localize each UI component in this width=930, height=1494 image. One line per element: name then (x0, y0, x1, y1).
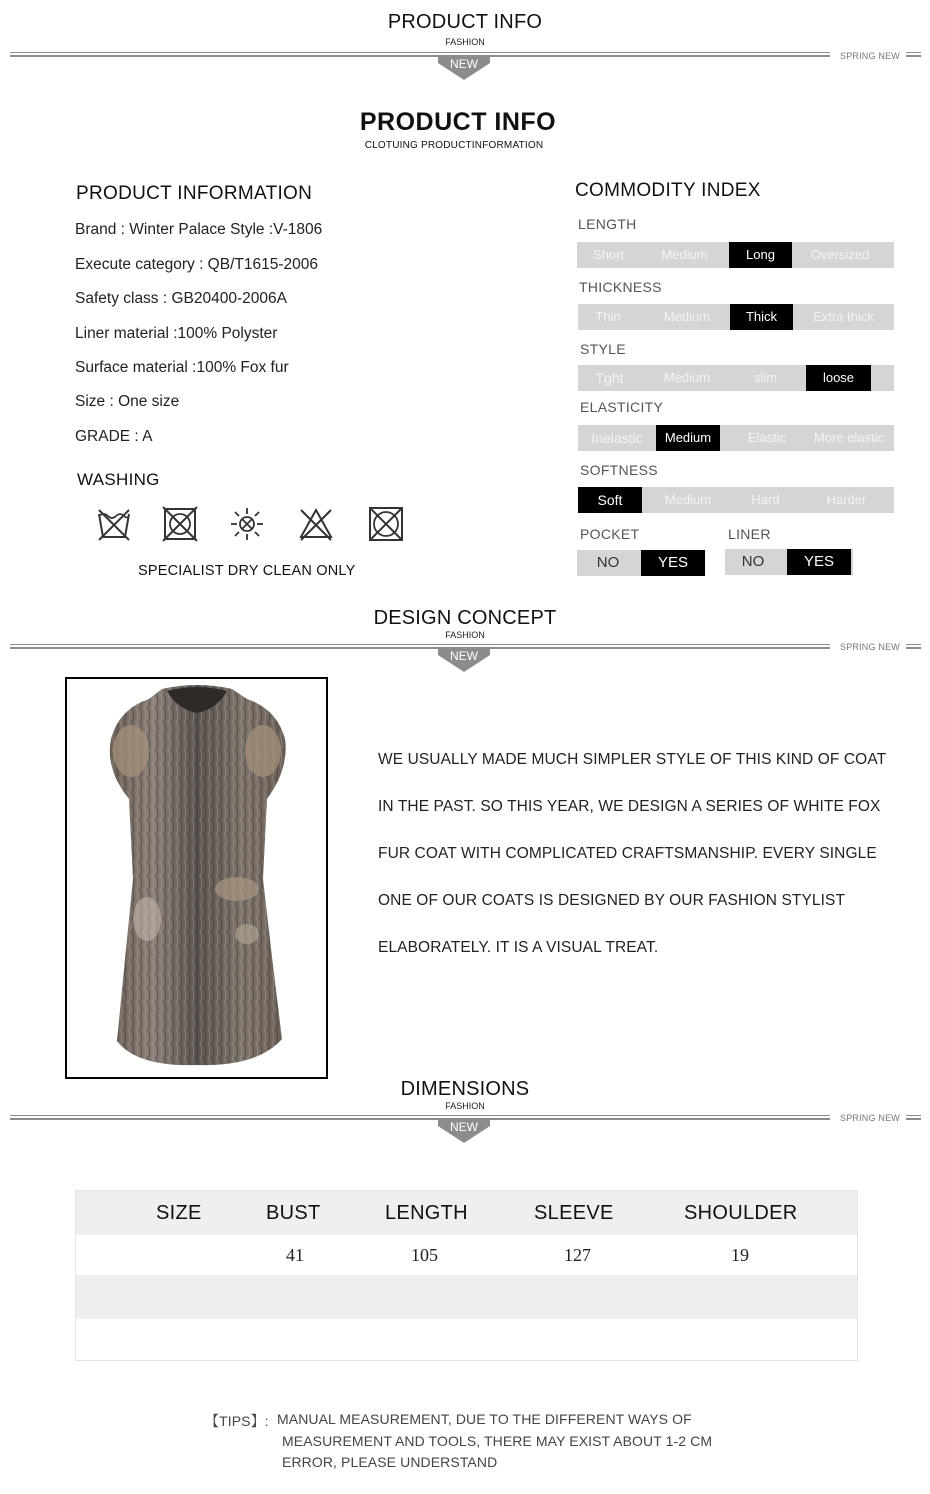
table-row-empty (76, 1275, 857, 1319)
scale-label-thickness: THICKNESS (579, 279, 662, 295)
scale-option: Oversized (810, 247, 870, 262)
scale-option: Tght (595, 370, 624, 386)
section-divider-end (906, 1115, 921, 1120)
scale-thickness (578, 304, 894, 330)
scale-option: slim (753, 370, 778, 385)
scale-length (577, 242, 894, 268)
scale-softness (578, 487, 894, 513)
new-badge-label: NEW (450, 57, 478, 71)
column-header-length: LENGTH (385, 1202, 468, 1224)
scale-option: Medium (664, 492, 712, 507)
product-info-row: Surface material :100% Fox fur (75, 359, 289, 376)
scale-option-selected: Medium (656, 425, 720, 451)
product-info-row: Size : One size (75, 393, 180, 410)
section-title: PRODUCT INFO (387, 11, 543, 33)
product-info-title: PRODUCT INFO (359, 108, 557, 136)
scale-option: Harder (826, 492, 867, 507)
scale-option: Medium (661, 247, 708, 262)
section-title: DESIGN CONCEPT (373, 607, 557, 629)
section-divider (10, 52, 830, 57)
scale-option: Extra thick (813, 309, 874, 324)
scale-option: Hard (751, 492, 780, 507)
table-header-row (76, 1191, 857, 1235)
section-header-design-concept (0, 596, 930, 676)
scale-option: Thin (595, 309, 621, 324)
section-header-product-info (0, 0, 930, 80)
scale-option-selected: Thick (730, 304, 793, 330)
scale-option: Medium (663, 309, 711, 324)
washing-heading: WASHING (77, 470, 160, 489)
table-cell-shoulder: 19 (731, 1245, 749, 1265)
section-subtitle: FASHION (445, 630, 485, 640)
scale-option-selected: YES (641, 550, 705, 576)
scale-label-liner: LINER (728, 526, 771, 542)
scale-option-selected: Long (729, 242, 792, 268)
do-not-dry-in-sun-icon (229, 506, 265, 542)
product-info-row: Brand : Winter Palace Style :V-1806 (75, 221, 323, 238)
tips-line: ERROR, PLEASE UNDERSTAND (282, 1454, 498, 1470)
scale-option: Medium (663, 370, 711, 385)
scale-style (578, 365, 894, 391)
commodity-index-heading: COMMODITY INDEX (575, 180, 761, 201)
column-header-sleeve: SLEEVE (534, 1202, 614, 1224)
scale-option-selected: YES (787, 549, 851, 575)
product-information-heading: PRODUCT INFORMATION (76, 183, 313, 204)
spring-new-label: SPRING NEW (840, 642, 901, 652)
do-not-tumble-dry-icon (162, 506, 198, 542)
table-row (76, 1235, 857, 1275)
section-divider (10, 644, 830, 649)
tips-line: MANUAL MEASUREMENT, DUE TO THE DIFFERENT WAYS OF (277, 1411, 692, 1427)
scale-liner (725, 549, 853, 575)
column-header-size: SIZE (156, 1202, 202, 1224)
product-info-row: Execute category : QB/T1615-2006 (75, 256, 318, 273)
design-concept-line: FUR COAT WITH COMPLICATED CRAFTSMANSHIP. EVERY SINGLE (378, 845, 877, 862)
tips-label: 【TIPS】: (205, 1413, 269, 1429)
section-header-dimensions (0, 1067, 930, 1147)
design-concept-line: IN THE PAST. SO THIS YEAR, WE DESIGN A SERIES OF WHITE FOX (378, 798, 881, 815)
design-concept-line: ELABORATELY. IT IS A VISUAL TREAT. (378, 939, 659, 956)
tips-line: MEASUREMENT AND TOOLS, THERE MAY EXIST ABOUT 1-2 CM (282, 1433, 713, 1449)
scale-label-length: LENGTH (578, 216, 637, 232)
new-badge (438, 647, 490, 673)
section-divider (10, 1115, 830, 1120)
new-badge (438, 1118, 490, 1144)
table-cell-sleeve: 127 (564, 1245, 591, 1265)
table-row-empty (76, 1319, 857, 1360)
section-title: DIMENSIONS (400, 1078, 530, 1100)
spring-new-label: SPRING NEW (840, 1113, 901, 1123)
spring-new-label: SPRING NEW (840, 51, 901, 61)
scale-option: NO (596, 554, 620, 571)
scale-option-selected: loose (806, 365, 871, 391)
product-info-row: Safety class : GB20400-2006A (75, 290, 287, 307)
column-header-shoulder: SHOULDER (684, 1202, 798, 1224)
scale-label-style: STYLE (580, 341, 626, 357)
scale-label-elasticity: ELASTICITY (580, 399, 664, 415)
design-concept-line: WE USUALLY MADE MUCH SIMPLER STYLE OF THIS KIND OF COAT (378, 751, 887, 768)
washing-note: SPECIALIST DRY CLEAN ONLY (138, 563, 356, 579)
do-not-wash-icon (96, 506, 132, 542)
section-subtitle: FASHION (445, 37, 485, 47)
scale-pocket (577, 550, 705, 576)
fur-vest-image (67, 679, 326, 1077)
design-concept-line: ONE OF OUR COATS IS DESIGNED BY OUR FASHION STYLIST (378, 892, 846, 909)
product-info-row: Liner material :100% Polyster (75, 325, 278, 342)
dimensions-table (75, 1190, 858, 1361)
table-cell-length: 105 (411, 1245, 438, 1265)
product-photo (65, 677, 328, 1079)
new-badge (438, 55, 490, 81)
scale-label-pocket: POCKET (580, 526, 640, 542)
do-not-bleach-icon (298, 506, 334, 542)
scale-option: More elastic (813, 430, 885, 445)
scale-label-softness: SOFTNESS (580, 462, 658, 478)
section-divider-end (906, 52, 921, 57)
new-badge-label: NEW (450, 649, 478, 663)
scale-option: Inelastic (591, 430, 643, 446)
do-not-dry-clean-icon (368, 506, 404, 542)
product-info-subtitle: CLOTUING PRODUCTINFORMATION (364, 140, 544, 151)
section-subtitle: FASHION (445, 1101, 485, 1111)
scale-option-selected: Soft (578, 487, 642, 513)
scale-elasticity (578, 425, 894, 451)
section-divider-end (906, 644, 921, 649)
scale-option: NO (741, 553, 765, 570)
scale-option: Short (592, 247, 625, 262)
product-info-row: GRADE : A (75, 428, 153, 445)
new-badge-label: NEW (450, 1120, 478, 1134)
table-cell-bust: 41 (286, 1245, 304, 1265)
scale-option: Elastic (747, 430, 787, 445)
column-header-bust: BUST (266, 1202, 321, 1224)
